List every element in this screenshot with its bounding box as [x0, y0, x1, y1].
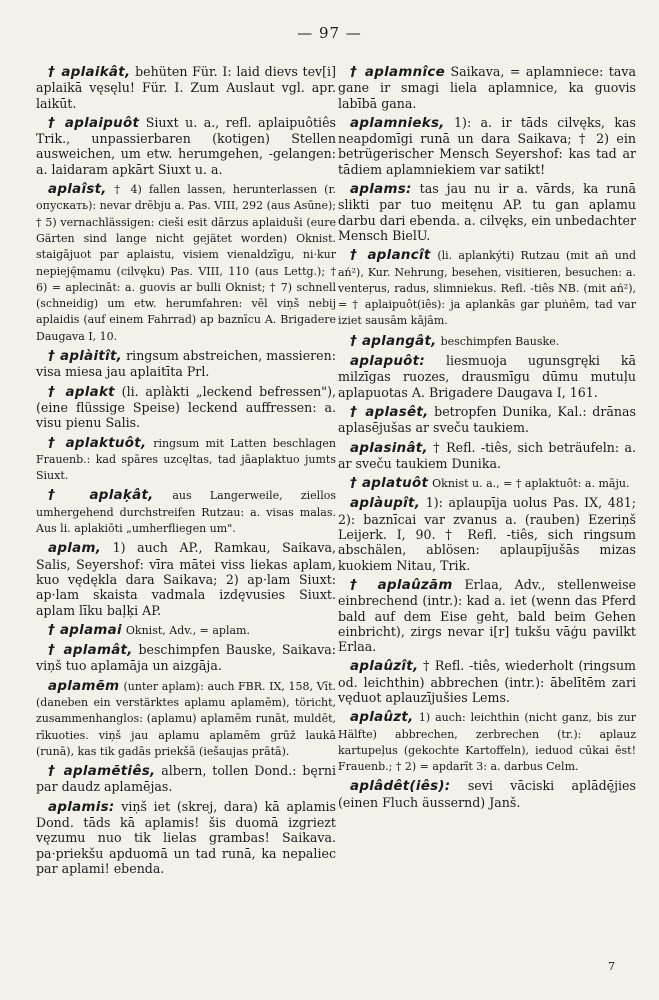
- dictionary-entry: [338, 709, 636, 774]
- entry-text: 1) auch AP., Ramkau, Saikava, Salis, Seyershof: vīra mātei viss liekas aplam, kuo vędękla dara Saikava; 2) ap·lam Siuxt: ap·lam skaista vadmala izdęvusies Siuxt. aplam līku baļķi AP.: [36, 540, 336, 618]
- headword: aplamēm: [48, 678, 120, 694]
- dictionary-entry: [36, 763, 336, 795]
- dictionary-entry: [36, 435, 336, 484]
- headword: aplamis:: [48, 799, 115, 815]
- headword: aplàupît,: [350, 496, 421, 512]
- dictionary-entry: [338, 440, 636, 472]
- headword: † aplaktuôt,: [48, 435, 147, 451]
- dictionary-entry: [36, 115, 336, 177]
- dictionary-entry: [36, 799, 336, 876]
- entry-text: tas jau nu ir a. vārds, ka runā slikti par tuo meitęnu AP. tu gan aplamu darbu dari ebenda. a. cilvęks, ein unbedachter Mensch BielU.: [338, 181, 636, 243]
- headword: † aplaipuôt: [48, 115, 140, 131]
- headword: † aplaûzām: [350, 577, 453, 593]
- dictionary-entry: [36, 487, 336, 536]
- dictionary-entry: [36, 384, 336, 431]
- entry-text: 1): a. ir tāds cilvęks, kas neapdomīgi runā un dara Saikava; † 2) ein betrügerischer Mensch Seyershof: kas tad ar tādiem aplamniekiem var satikt!: [338, 114, 636, 177]
- entry-text: Oknist u. a., = † aplaktuôt: a. māju.: [432, 477, 630, 491]
- headword: † aplàitît,: [48, 349, 123, 365]
- headword: aplamnieks,: [350, 115, 445, 131]
- entry-text: beschimpfen Bauske, Saikava: viņš tuo aplamāja un aizgāja.: [36, 642, 336, 674]
- entry-text: Oknist, Adv., = aplam.: [125, 623, 250, 637]
- headword: aplaîst,: [48, 182, 107, 198]
- headword: † aplamât,: [48, 643, 133, 659]
- dictionary-entry: [338, 778, 636, 810]
- dictionary-entry: [338, 115, 636, 177]
- headword: † aplangât,: [350, 333, 437, 349]
- dictionary-entry: [338, 658, 636, 705]
- headword: aplapuôt:: [350, 354, 426, 370]
- dictionary-entry: [338, 404, 636, 436]
- headword: † aplaikât,: [48, 65, 131, 80]
- entry-text: (unter aplam): auch FBR. IX, 158, Vīt. (daneben ein verstärktes aplamu aplamēm), töricht, zusammenhanglos: (aplamu) aplamēm runāt, muldēt, rīkuoties. viņš jau aplamu aplamēm grūž laukā (runā), kas tik gadās priekšā (iešaujas prātā).: [36, 679, 336, 758]
- headword: aplâdêt(iês):: [350, 779, 451, 795]
- dictionary-entry: [338, 475, 636, 491]
- headword: aplasinât,: [350, 440, 428, 456]
- headword: † aplasêt,: [350, 404, 429, 420]
- dictionary-entry: [36, 540, 336, 617]
- page-number: — 97 —: [297, 24, 362, 42]
- headword: aplams:: [350, 182, 412, 198]
- entry-text: viņš iet (skrej, dara) kā aplamis Dond. tāds kā aplamis! šis duomā izgriezt vęzumu nuo tik lielas grambas! Saikava. pa·priekšu apduomā un tad runā, ka nepaliec par aplami! ebenda.: [36, 798, 336, 876]
- headword: † aplatuôt: [350, 476, 429, 492]
- dictionary-entry: [338, 64, 636, 111]
- headword: † aplamai: [48, 622, 122, 638]
- dictionary-entry: [338, 495, 636, 572]
- entry-text: (li. aplàkti „leckend befressen"), (eine flüssige Speise) leckend auffressen: a. visu pienu Salis.: [36, 383, 336, 431]
- dictionary-entry: [338, 181, 636, 243]
- entry-text: aus Langerweile, ziellos umhergehend durchstreifen Rutzau: a. visas malas. Aus li. aplakiōti „umherfliegen um".: [36, 489, 336, 536]
- entry-text: (li. aplankýti) Rutzau (mit añ und ań²), Kur. Nehrung, besehen, visitieren, besuchen: a. venteŗus, radus, slimniekus. Refl. -tiês NB. (mit ań²), = † aplaipuôt(iês): ja aplankās gar pluṅēm, tad var iziet sausām kājām.: [338, 249, 636, 328]
- entry-text: liesmuoja ugunsgręki kā milzīgas ruozes, drausmīgu dūmu mutuļu aplapuotas A. Brigadere Daugava I, 161.: [338, 353, 636, 400]
- dictionary-entry: [338, 577, 636, 654]
- entry-text: betropfen Dunika, Kal.: drānas aplasējušas ar sveču taukiem.: [338, 403, 636, 436]
- entry-text: Erlaa, Adv., stellenweise einbrechend (intr.): kad a. iet (wenn das Pferd bald auf dem Eise geht, bald beim Gehen einbricht), zirgs nevar i[r] tukšu vāģu pavilkt Erlaa.: [338, 576, 637, 655]
- headword: † aplaķât,: [48, 488, 154, 504]
- headword: aplam,: [48, 541, 102, 557]
- dictionary-entry: [36, 64, 336, 111]
- entry-text: behüten Für. I: laid dievs tev[i] aplaikā vęsęlu! Für. I. Zum Auslaut vgl. apr. laikūt.: [36, 64, 336, 111]
- entry-text: † 4) fallen lassen, herunterlassen (r. опускать): nevar drēbju a. Pas. VIII, 292 (aus Asūne); † 5) vernachlässigen: cieši esit dārzus aplaiduši (eure Gärten sind lange nicht gejätet worden) Oknist. staigājuot par aplaistu, visiem vienaldzīgu, ni·kur nepieję̄mamu (cilvęku) Pas. VIII, 110 (aus Lettg.); † 6) = aplecināt: a. guovis ar bulli Oknist; † 7) schnell (schneidig) um etw. herumfahren: vēl viņš nebij aplaidis (auf einem Fahrrad) ap baznīcu A. Brigadere Daugava I, 10.: [36, 183, 337, 343]
- dictionary-entry: [338, 353, 636, 400]
- entry-text: † Refl. -tiês, wiederholt (ringsum od. leichthin) abbrechen (intr.): ābelītēm zari vęduot aplauzījušies Lems.: [338, 658, 636, 705]
- dictionary-entry: [36, 622, 336, 638]
- headword: † aplakt: [48, 384, 115, 400]
- dictionary-entry: [338, 247, 636, 328]
- entry-text: † Refl. -tiês, sich beträufeln: a. ar sveču taukiem Dunika.: [338, 439, 636, 471]
- entry-text: ringsum mit Latten beschlagen Frauenb.: kad spāres uzcęltas, tad jāaplaktuo jumts Siuxt.: [36, 436, 336, 483]
- entry-text: Siuxt u. a., refl. aplaipuôtiês Trik., unpassierbaren (kotigen) Stellen ausweichen, um etw. herumgehen, -gelangen: a. laidaram apkārt Siuxt u. a.: [36, 114, 336, 177]
- headword: aplaûzît,: [350, 659, 419, 675]
- entry-text: 1) auch: leichthin (nicht ganz, bis zur Hälfte) abbrechen, zerbrechen (tr.): aplauz kartupeļus (gekochte Kartoffeln), ieduod cūkai ēst! Frauenb.; † 2) = apdarīt 3: a. darbus Celm.: [338, 711, 636, 774]
- entry-text: beschimpfen Bauske.: [440, 334, 560, 348]
- right-column: [338, 64, 636, 814]
- entry-text: ringsum abstreichen, massieren: visa miesa jau aplaitīta Prl.: [36, 348, 336, 380]
- dictionary-entry: [36, 181, 336, 344]
- dictionary-entry: [338, 333, 636, 349]
- headword: † aplamnîce: [350, 65, 445, 80]
- dictionary-entry: [36, 678, 336, 759]
- signature-mark: 7: [608, 960, 615, 973]
- entry-text: Saikava, = aplamniece: tava gane ir smagi liela aplamnice, ka guovis labībā gana.: [338, 64, 636, 111]
- left-column: [36, 64, 336, 880]
- dictionary-entry: [36, 348, 336, 380]
- dictionary-entry: [36, 642, 336, 674]
- entry-text: sevi vāciski aplādę̄jies (einen Fluch äussernd) Janš.: [338, 778, 636, 810]
- entry-text: albern, tollen Dond.: bęrni par daudz aplamējas.: [36, 763, 337, 795]
- headword: † aplancît: [350, 248, 431, 264]
- headword: aplaûzt,: [350, 710, 414, 726]
- entry-text: 1): aplaupīja uolus Pas. IX, 481; 2): baznīcai var zvanus a. (rauben) Ezeriņš Leijerk. I, 90. † Refl. -tiês, sich ringsum abschälen, ablösen: aplaupījušās mizas kuokiem Nitau, Trik.: [338, 495, 636, 573]
- headword: † aplamētiês,: [48, 764, 156, 780]
